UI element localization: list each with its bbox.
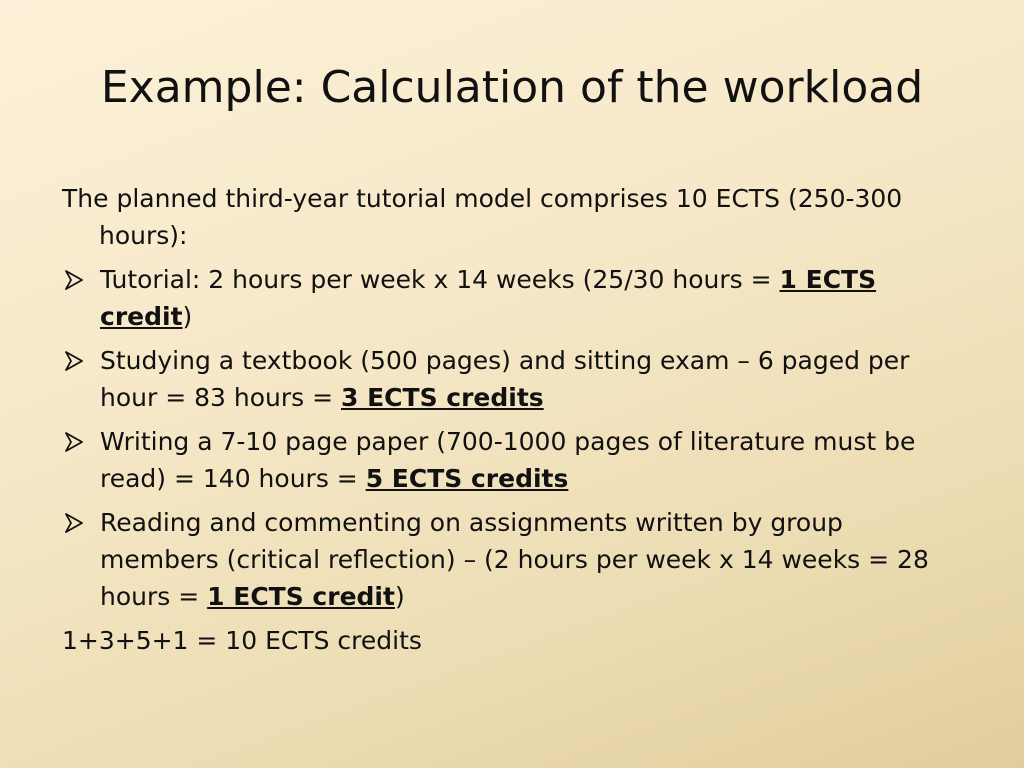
bullet-text: Tutorial: 2 hours per week x 14 weeks (25/30 hours = — [100, 265, 780, 294]
bullet-item-commenting — [62, 504, 968, 615]
arrowhead-bullet-icon — [62, 423, 86, 460]
bullet-text: Writing a 7-10 page paper (700-1000 pages of literature must be read) = 140 hours = — [100, 427, 916, 493]
bullet-credit-emphasis: 5 ECTS credits — [365, 464, 569, 493]
bullet-credit-emphasis: 3 ECTS credits — [341, 383, 544, 412]
intro-paragraph: The planned third-year tutorial model comprises 10 ECTS (250-300 hours): — [62, 184, 903, 250]
bullet-item-textbook — [62, 342, 968, 416]
bullet-text-tail: ) — [182, 302, 193, 331]
arrowhead-bullet-icon — [62, 342, 86, 379]
bullet-credit-emphasis: 1 ECTS credit — [100, 265, 877, 331]
bullet-text: Studying a textbook (500 pages) and sitting exam – 6 paged per hour = 83 hours = — [100, 346, 910, 412]
bullet-text-tail: ) — [394, 582, 405, 611]
arrowhead-bullet-icon — [62, 261, 86, 298]
slide-title: Example: Calculation of the workload — [100, 62, 924, 113]
slide-body — [62, 180, 968, 666]
bullet-credit-emphasis: 1 ECTS credit — [207, 582, 395, 611]
bullet-text: Reading and commenting on assignments written by group members (critical reflection) – (2 hours per week x 14 weeks = 28 hours = — [100, 508, 929, 611]
summary-line: 1+3+5+1 = 10 ECTS credits — [62, 626, 422, 655]
bullet-item-paper — [62, 423, 968, 497]
bullet-item-tutorial — [62, 261, 968, 335]
arrowhead-bullet-icon — [62, 504, 86, 541]
